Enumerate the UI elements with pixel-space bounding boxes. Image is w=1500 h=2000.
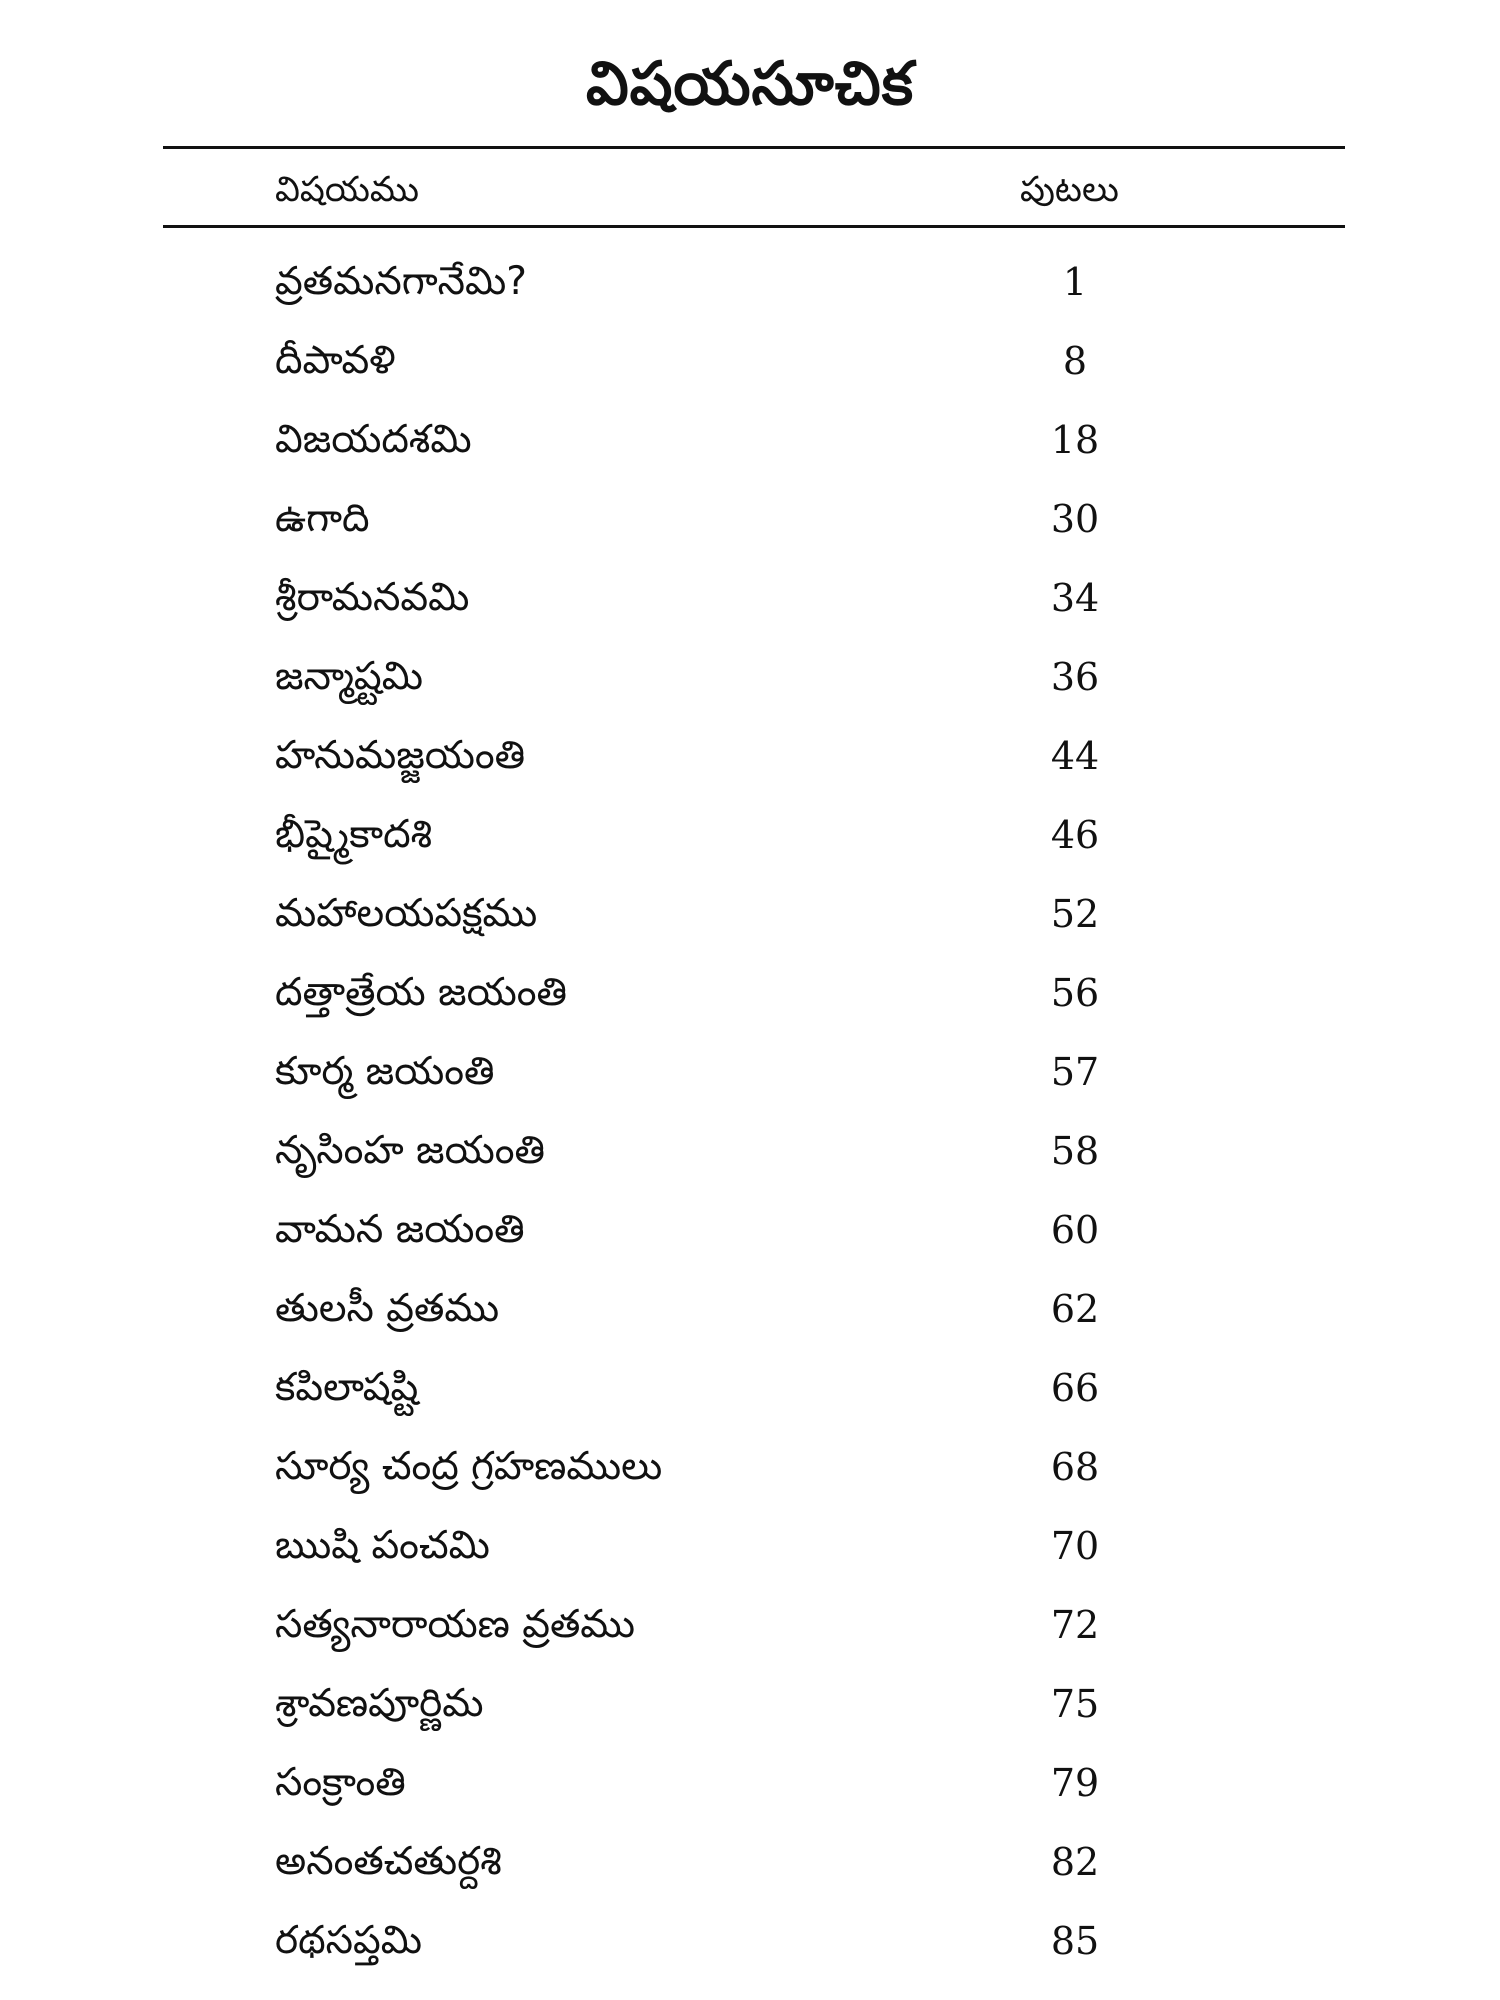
toc-entry-title: శ్రావణపూర్ణిమ — [275, 1681, 484, 1726]
toc-entry-title: విజయదశమి — [275, 417, 472, 462]
toc-entry-title: సత్యనారాయణ వ్రతము — [275, 1602, 636, 1647]
toc-entry — [0, 1668, 1500, 1747]
toc-entry — [0, 878, 1500, 957]
toc-entry-page: 60 — [1050, 1208, 1100, 1252]
toc-entry-page: 68 — [1050, 1445, 1100, 1489]
toc-entry-page: 58 — [1050, 1129, 1100, 1173]
subject-column-header: విషయము — [275, 170, 419, 210]
header-top-rule — [163, 146, 1345, 149]
toc-entry-page: 75 — [1050, 1682, 1100, 1726]
toc-entry-page: 82 — [1050, 1840, 1100, 1884]
toc-entry-page: 44 — [1050, 734, 1100, 778]
toc-entry — [0, 483, 1500, 562]
toc-entry-title: దత్తాత్రేయ జయంతి — [275, 970, 567, 1015]
toc-entry — [0, 1826, 1500, 1905]
toc-entry-title: తులసీ వ్రతము — [275, 1286, 500, 1331]
toc-entry — [0, 1431, 1500, 1510]
toc-entry-title: కపిలాషష్టి — [275, 1365, 419, 1410]
toc-entry — [0, 1194, 1500, 1273]
toc-entry-title: భీష్మైకాదశి — [275, 812, 433, 857]
toc-entry-page: 85 — [1050, 1919, 1100, 1963]
toc-entry-page: 1 — [1062, 260, 1088, 304]
toc-entry — [0, 720, 1500, 799]
toc-entry — [0, 957, 1500, 1036]
toc-entry-title: దీపావళి — [275, 338, 396, 383]
toc-entry-title: వామన జయంతి — [275, 1207, 525, 1252]
toc-entry — [0, 799, 1500, 878]
toc-entry — [0, 1273, 1500, 1352]
toc-entry — [0, 325, 1500, 404]
table-header — [0, 160, 1500, 220]
toc-entry — [0, 1115, 1500, 1194]
toc-entry-page: 52 — [1050, 892, 1100, 936]
toc-entry-title: రథసప్తమి — [275, 1918, 423, 1963]
toc-entry-title: అనంతచతుర్దశి — [275, 1839, 502, 1884]
toc-entry — [0, 1589, 1500, 1668]
toc-entry-page: 70 — [1050, 1524, 1100, 1568]
toc-entry-page: 57 — [1050, 1050, 1100, 1094]
toc-entry-title: హనుమజ్జయంతి — [275, 733, 526, 778]
toc-entry — [0, 404, 1500, 483]
toc-entry-title: నృసింహ జయంతి — [275, 1128, 545, 1173]
pages-column-header: పుటలు — [1020, 170, 1119, 210]
toc-entry-title: సంక్రాంతి — [275, 1760, 406, 1805]
toc-entry-title: వ్రతమనగానేమి? — [275, 259, 527, 304]
header-bottom-rule — [163, 225, 1345, 228]
toc-entry — [0, 1905, 1500, 1984]
toc-entry-page: 8 — [1062, 339, 1088, 383]
toc-entry-title: మహాలయపక్షము — [275, 891, 538, 936]
toc-entry-page: 56 — [1050, 971, 1100, 1015]
toc-entry-title: ఋషి పంచమి — [275, 1523, 490, 1568]
toc-entry — [0, 1352, 1500, 1431]
toc-entry-page: 46 — [1050, 813, 1100, 857]
toc-entry — [0, 246, 1500, 325]
toc-entry-page: 72 — [1050, 1603, 1100, 1647]
toc-entry-page: 36 — [1050, 655, 1100, 699]
toc-entry-page: 66 — [1050, 1366, 1100, 1410]
toc-entry — [0, 1036, 1500, 1115]
toc-entry-page: 62 — [1050, 1287, 1100, 1331]
toc-entry-title: శ్రీరామనవమి — [275, 575, 470, 620]
page-title: విషయసూచిక — [585, 49, 915, 119]
toc-entry-title: ఉగాది — [275, 496, 370, 541]
toc-entry — [0, 1510, 1500, 1589]
toc-entry — [0, 641, 1500, 720]
toc-entry-page: 18 — [1050, 418, 1100, 462]
toc-entry-title: జన్మాష్టమి — [275, 654, 424, 699]
toc-entry — [0, 562, 1500, 641]
toc-entry — [0, 1747, 1500, 1826]
toc-entry-page: 30 — [1050, 497, 1100, 541]
toc-entry-page: 34 — [1050, 576, 1100, 620]
toc-entry-title: సూర్య చంద్ర గ్రహణములు — [275, 1444, 663, 1489]
toc-entry-page: 79 — [1050, 1761, 1100, 1805]
toc-list — [0, 246, 1500, 1984]
toc-entry-title: కూర్మ జయంతి — [275, 1049, 495, 1094]
